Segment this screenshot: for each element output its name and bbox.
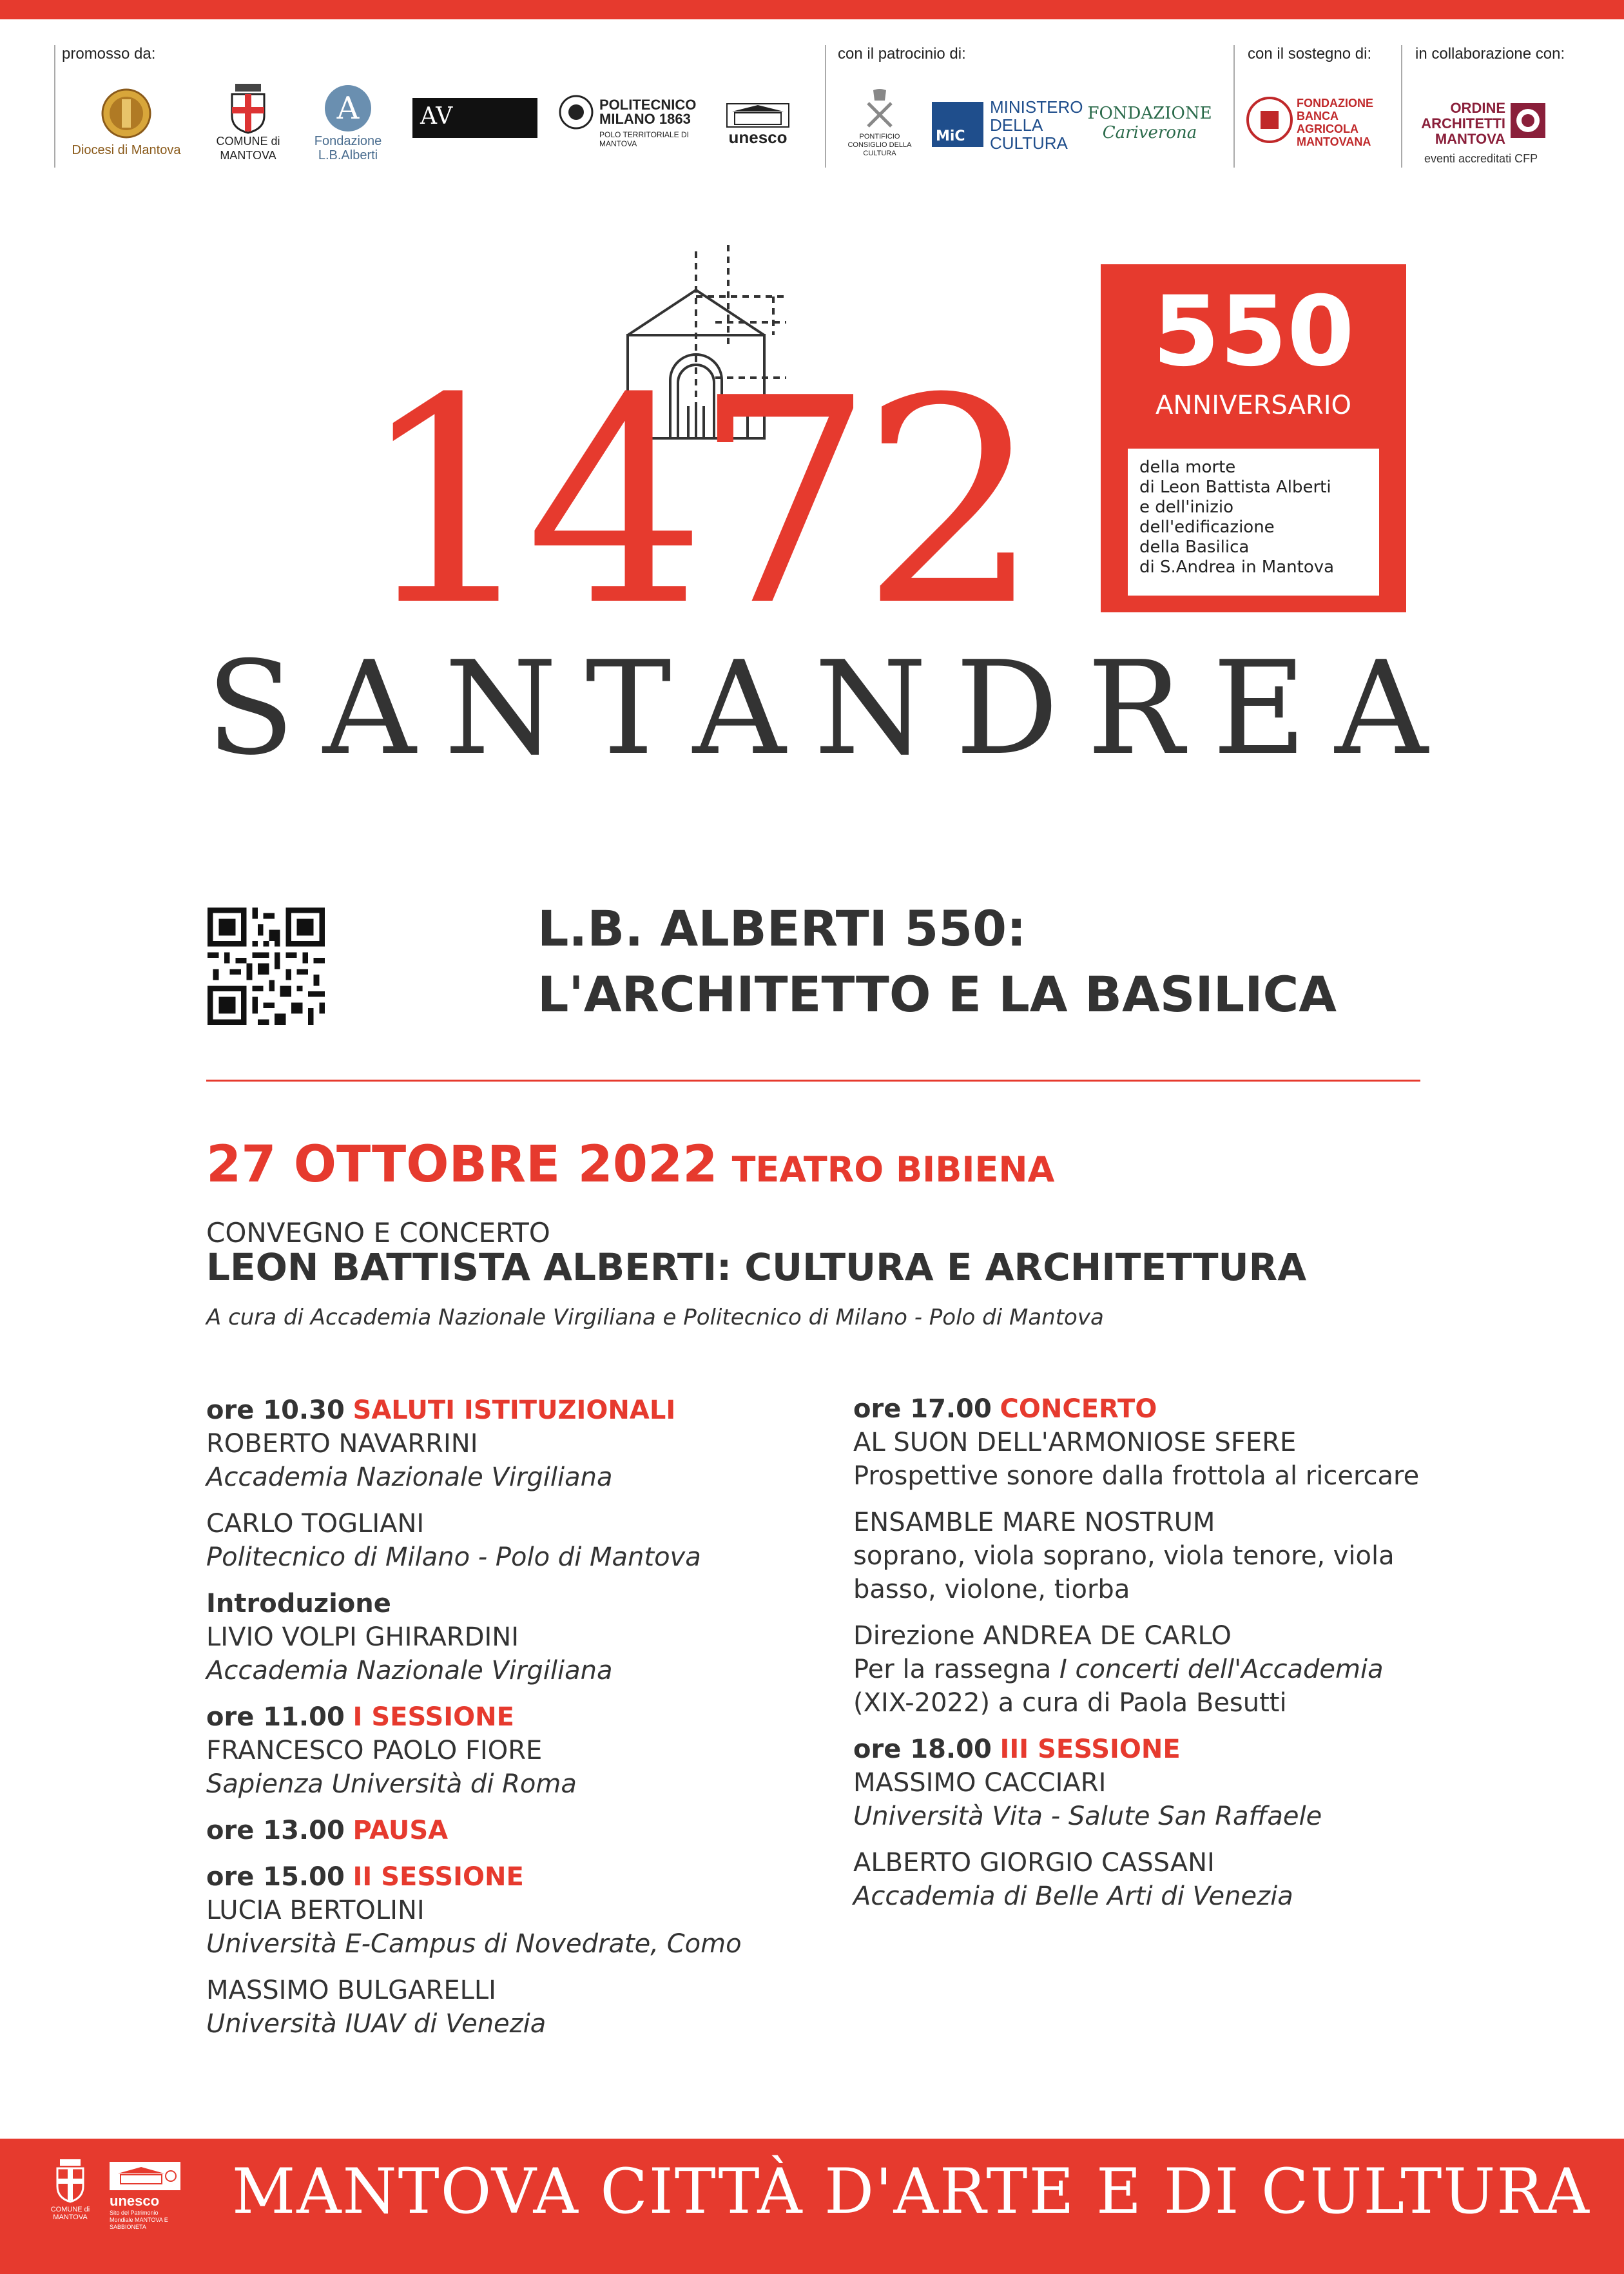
intro-label: Introduzione [206, 1589, 391, 1618]
logo-bam-text: FONDAZIONE BANCA AGRICOLA MANTOVANA [1297, 97, 1373, 148]
logo-diocesi: Diocesi di Mantova [62, 77, 191, 168]
speaker-affiliation: Politecnico di Milano - Polo di Mantova [206, 1542, 701, 1572]
event-venue: TEATRO BIBIENA [731, 1149, 1055, 1190]
footer-logo-unesco: unesco Sito del Patrimonio Mondiale MANTOVA E SABBIONETA [110, 2162, 187, 2231]
speaker-name: ALBERTO GIORGIO CASSANI [853, 1848, 1215, 1878]
program-left [206, 1394, 851, 2041]
session-time: ore 17.00 [853, 1394, 992, 1424]
event-date: 27 OTTOBRE 2022 [206, 1136, 718, 1194]
logo-ordine-mark [1509, 102, 1547, 142]
session-time: ore 13.00 [206, 1816, 345, 1845]
speaker-name: MASSIMO CACCIARI [853, 1768, 1107, 1798]
logo-fondazione-alberti: A Fondazione L.B.Alberti [303, 77, 393, 168]
speaker-name: MASSIMO BULGARELLI [206, 1976, 496, 2005]
qr-code-icon[interactable] [208, 908, 325, 1025]
event-title-line2: L'ARCHITETTO E LA BASILICA [537, 966, 1337, 1023]
divider-rule [206, 1080, 1420, 1082]
alberti-a-icon [322, 83, 374, 134]
speaker-name: LUCIA BERTOLINI [206, 1896, 425, 1925]
instruments-line: soprano, viola soprano, viola tenore, viola [853, 1541, 1395, 1571]
speaker-affiliation: Sapienza Università di Roma [206, 1769, 577, 1799]
logo-ordine-text: ORDINE ARCHITETTI MANTOVA [1421, 100, 1505, 147]
session-header [206, 1814, 851, 1847]
promosso-label: promosso da: [62, 45, 156, 63]
footer-bar [0, 2139, 1624, 2274]
ensemble-name: ENSAMBLE MARE NOSTRUM [853, 1508, 1215, 1537]
top-bar [0, 0, 1624, 19]
event-curated: A cura di Accademia Nazionale Virgiliana e Politecnico di Milano - Polo di Mantova [206, 1305, 1104, 1330]
coat-of-arms-icon [52, 2158, 88, 2203]
hero-santandrea: SANTANDREA [206, 634, 1456, 784]
event-date-line [206, 1136, 1054, 1194]
logo-av: AV [412, 98, 537, 138]
session-time: ore 11.00 [206, 1702, 345, 1732]
anniversary-word: ANNIVERSARIO [1155, 391, 1351, 420]
session-header [206, 1860, 851, 1894]
papal-keys-icon [862, 88, 898, 133]
speaker-affiliation: Accademia Nazionale Virgiliana [206, 1463, 613, 1492]
event-title [537, 896, 1337, 1027]
speaker-affiliation: Accademia di Belle Arti di Venezia [853, 1881, 1293, 1911]
instruments-line: basso, violone, tiorba [853, 1575, 1130, 1604]
session-time: ore 15.00 [206, 1862, 345, 1892]
speaker-name: CARLO TOGLIANI [206, 1509, 425, 1539]
session-title: CONCERTO [1000, 1394, 1157, 1424]
seal-icon [101, 88, 152, 139]
session-title: I SESSIONE [353, 1702, 514, 1732]
bank-seal-icon [1245, 95, 1294, 144]
unesco-box [110, 2162, 180, 2190]
logo-comune: COMUNE di MANTOVA [206, 77, 290, 168]
session-title: III SESSIONE [1000, 1735, 1181, 1764]
concert-series: Per la rassegna I concerti dell'Accademia [853, 1655, 1384, 1684]
logo-unesco: unesco [719, 95, 797, 153]
hero-year: 1472 [358, 338, 1029, 668]
logo-politecnico: POLITECNICO MILANO 1863 POLO TERRITORIALE DI MANTOVA [558, 89, 700, 153]
svg-text:A: A [336, 90, 360, 126]
cfp-note: eventi accreditati CFP [1424, 152, 1538, 165]
speaker-name: FRANCESCO PAOLO FIORE [206, 1736, 543, 1765]
divider [1401, 45, 1402, 168]
session-title: PAUSA [353, 1816, 449, 1845]
coat-of-arms-icon [226, 83, 271, 134]
anniversary-number: 550 [1152, 276, 1355, 388]
footer-title: MANTOVA CITTÀ D'ARTE E DI CULTURA [232, 2155, 1590, 2228]
session-time: ore 18.00 [853, 1735, 992, 1764]
logo-mic: MiC [932, 102, 983, 147]
concert-description: Prospettive sonore dalla frottola al ricercare [853, 1461, 1420, 1491]
logo-bam-seal [1244, 94, 1295, 146]
event-title-line1: L.B. ALBERTI 550: [537, 900, 1027, 957]
sostegno-label: con il sostegno di: [1248, 45, 1372, 63]
concert-title: AL SUON DELL'ARMONIOSE SFERE [853, 1428, 1297, 1457]
anniversary-box [1101, 264, 1406, 612]
event-subtitle: LEON BATTISTA ALBERTI: CULTURA E ARCHITETTURA [206, 1245, 1307, 1289]
event-type: CONVEGNO E CONCERTO [206, 1217, 550, 1249]
patrocinio-label: con il patrocinio di: [838, 45, 966, 63]
divider [1233, 45, 1235, 168]
anniversary-description: della morte di Leon Battista Alberti e dell'inizio dell'edificazione della Basilica di S.Andrea in Mantova [1139, 458, 1335, 577]
logo-cariverona: FONDAZIONE Cariverona [1087, 104, 1212, 142]
speaker-affiliation: Accademia Nazionale Virgiliana [206, 1656, 613, 1686]
divider [825, 45, 826, 168]
unesco-temple-icon [726, 102, 790, 128]
speaker-affiliation: Università Vita - Salute San Raffaele [853, 1802, 1322, 1831]
session-time: ore 10.30 [206, 1395, 345, 1425]
footer-logo-comune: COMUNE di MANTOVA [48, 2158, 93, 2221]
speaker-affiliation: Università E-Campus di Novedrate, Como [206, 1929, 742, 1959]
politecnico-seal-icon [558, 94, 594, 130]
divider [54, 45, 55, 168]
speaker-affiliation: Università IUAV di Venezia [206, 2009, 546, 2039]
speaker-name: ROBERTO NAVARRINI [206, 1429, 478, 1459]
anniversary-desc-panel [1128, 449, 1379, 596]
logo-pontificio: PONTIFICIO CONSIGLIO DELLA CULTURA [838, 77, 922, 168]
ordine-circle-icon [1509, 102, 1547, 139]
collaborazione-label: in collaborazione con: [1415, 45, 1565, 63]
concert-director: Direzione ANDREA DE CARLO [853, 1621, 1232, 1651]
session-header [853, 1733, 1433, 1766]
session-header [853, 1392, 1433, 1426]
logo-ministero-text: MINISTERO DELLA CULTURA [990, 97, 1083, 153]
session-title: SALUTI ISTITUZIONALI [353, 1395, 676, 1425]
session-title: II SESSIONE [353, 1862, 524, 1892]
speaker-name: LIVIO VOLPI GHIRARDINI [206, 1622, 519, 1652]
concert-series-curator: (XIX-2022) a cura di Paola Besutti [853, 1688, 1287, 1718]
program-right [853, 1392, 1433, 1913]
unesco-temple-icon [113, 2166, 177, 2186]
session-header [206, 1700, 851, 1734]
session-header [206, 1394, 851, 1427]
